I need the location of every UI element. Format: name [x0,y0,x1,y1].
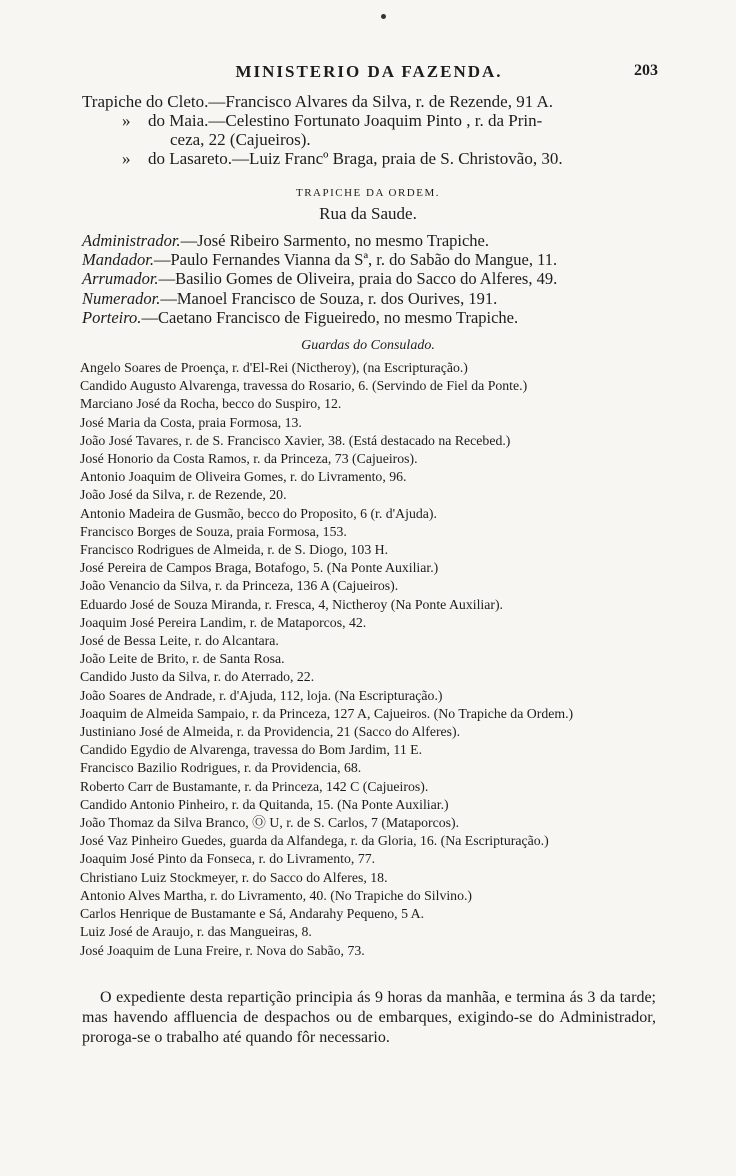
trapiche-entry [82,92,662,111]
guard-entry: Antonio Alves Martha, r. do Livramento, 40. (No Trapiche do Silvino.) [80,887,473,903]
section-title: TRAPICHE DA ORDEM. [295,187,441,199]
staff-role: Porteiro. [82,307,142,327]
staff-text: —Basilio Gomes de Oliveira, praia do Sacco do Alferes, 49. [158,269,558,289]
page-number: 203 [634,62,658,79]
staff-role: Numerador. [82,288,161,308]
trapiches-list [82,92,662,168]
guard-entry: José Maria da Costa, praia Formosa, 13. [80,414,302,430]
staff-text: —Caetano Francisco de Figueiredo, no mesmo Trapiche. [141,307,519,327]
guard-entry: João Leite de Brito, r. de Santa Rosa. [80,651,285,667]
trapiche-text: do Maia.—Celestino Fortunato Joaquim Pinto , r. da Prin- [148,111,543,130]
ink-dot [381,14,386,19]
ditto-mark: » [122,111,131,130]
guard-entry: Christiano Luiz Stockmeyer, r. do Sacco do Alferes, 18. [80,869,388,885]
staff-text: —Manoel Francisco de Souza, r. dos Ourives, 191. [160,288,498,308]
guard-entry: João Soares de Andrade, r. d'Ajuda, 112, loja. (Na Escripturação.) [80,687,443,703]
guard-entry: Francisco Rodrigues de Almeida, r. de S. Diogo, 103 H. [80,542,389,558]
guard-entry: Candido Antonio Pinheiro, r. da Quitanda, 15. (Na Ponte Auxiliar.) [80,796,449,812]
section-street: Rua da Saude. [319,204,417,223]
staff-text: —José Ribeiro Sarmento, no mesmo Trapiche. [180,231,489,250]
guard-entry: João Venancio da Silva, r. da Princeza, 136 A (Cajueiros). [80,578,399,594]
guard-entry: Roberto Carr de Bustamante, r. da Princeza, 142 C (Cajueiros). [80,778,429,794]
guard-entry: Antonio Madeira de Gusmão, becco do Proposito, 6 (r. d'Ajuda). [80,505,437,521]
guard-entry: Candido Egydio de Alvarenga, travessa do Bom Jardim, 11 E. [80,742,423,758]
trapiche-text: do Lasareto.—Luiz Francº Braga, praia de S. Christovão, 30. [148,149,563,168]
staff-role: Administrador. [82,231,181,250]
guard-entry: Carlos Henrique de Bustamante e Sá, Andarahy Pequeno, 5 A. [80,906,425,922]
page-header [80,62,658,86]
staff-role: Arrumador. [82,269,159,289]
guard-entry: Marciano José da Rocha, becco do Suspiro, 12. [80,396,342,412]
trapiche-text-continuation: ceza, 22 (Cajueiros). [170,130,311,149]
page-title: MINISTERIO DA FAZENDA. [235,62,503,81]
trapiche-entry [82,111,662,149]
guard-entry: Joaquim de Almeida Sampaio, r. da Princeza, 127 A, Cajueiros. (No Trapiche da Ordem.) [80,705,574,721]
staff-entry [82,250,662,269]
staff-entry [82,308,662,327]
guard-entry: Justiniano José de Almeida, r. da Providencia, 21 (Sacco do Alferes). [80,724,461,740]
guard-entry: Francisco Bazilio Rodrigues, r. da Providencia, 68. [80,760,362,776]
guard-entry: Joaquim José Pinto da Fonseca, r. do Livramento, 77. [80,851,376,867]
guard-entry: Candido Justo da Silva, r. do Aterrado, 22. [80,669,315,685]
staff-entry [82,289,662,308]
trapiche-text: Trapiche do Cleto.—Francisco Alvares da Silva, r. de Rezende, 91 A. [82,92,554,111]
staff-list [82,231,662,327]
guard-entry: Joaquim José Pereira Landim, r. de Mataporcos, 42. [80,614,367,630]
guard-entry: José de Bessa Leite, r. do Alcantara. [80,633,279,649]
guard-entry: Eduardo José de Souza Miranda, r. Fresca, 4, Nictheroy (Na Ponte Auxiliar). [80,596,503,612]
guard-entry: João José da Silva, r. de Rezende, 20. [80,487,287,503]
ditto-mark: » [122,149,131,168]
guard-entry: João José Tavares, r. de S. Francisco Xavier, 38. (Está destacado na Recebed.) [80,432,511,448]
staff-entry [82,231,662,250]
guard-entry: Angelo Soares de Proença, r. d'El-Rei (Nictheroy), (na Escripturação.) [80,360,468,375]
guard-entry: Luiz José de Araujo, r. das Mangueiras, 8. [80,924,312,940]
guard-entry: José Joaquim de Luna Freire, r. Nova do Sabão, 73. [80,942,365,958]
guard-entry: José Vaz Pinheiro Guedes, guarda da Alfandega, r. da Gloria, 16. (Na Escripturação.) [80,833,549,849]
staff-entry [82,269,662,288]
guard-entry: Candido Augusto Alvarenga, travessa do Rosario, 6. (Servindo de Fiel da Ponte.) [80,378,528,394]
guards-list [80,359,660,960]
guard-entry: Francisco Borges de Souza, praia Formosa, 153. [80,523,347,539]
staff-text: —Paulo Fernandes Vianna da Sª, r. do Sabão do Mangue, 11. [153,250,558,270]
guards-title: Guardas do Consulado. [301,338,435,353]
guard-entry: José Honorio da Costa Ramos, r. da Princeza, 73 (Cajueiros). [80,451,418,467]
trapiche-entry [82,149,662,168]
guard-entry: João Thomaz da Silva Branco, Ⓞ U, r. de S. Carlos, 7 (Mataporcos). [80,815,460,831]
guard-entry: José Pereira de Campos Braga, Botafogo, 5. (Na Ponte Auxiliar.) [80,560,439,576]
footer-paragraph: O expediente desta repartição principia ás 9 horas da manhãa, e termina ás 3 da tarde; mas havendo affluencia de despachos ou de embarques, exigindo-se do Administrador, proroga-se o trabalho até quando fôr necessario. [82,989,656,1046]
staff-role: Mandador. [82,250,154,270]
guard-entry: Antonio Joaquim de Oliveira Gomes, r. do Livramento, 96. [80,469,407,485]
